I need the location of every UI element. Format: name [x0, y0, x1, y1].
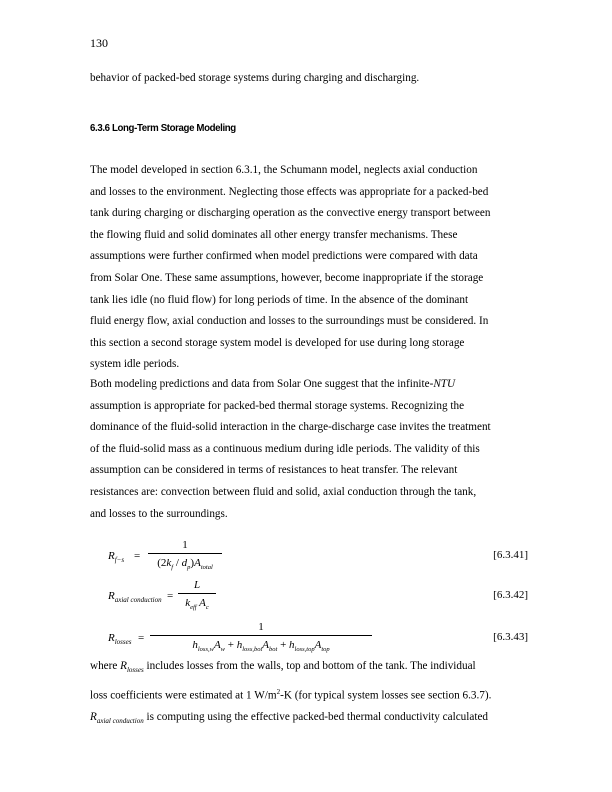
text-line: and losses to the surroundings. [90, 507, 228, 520]
text-line: tank lies idle (no fluid flow) for long periods of time. In the absence of the dominant [90, 293, 469, 306]
equation-lhs: $R_{f-s}$ [108, 550, 125, 565]
text-line: behavior of packed-bed storage systems during charging and discharging. [90, 72, 420, 84]
equation-6-3-42: $R_{axial conduction}$ = L $k_{eff}$ $A_c$ [6.3.42] [108, 579, 528, 612]
text-run: Both modeling predictions and data from Solar One suggest that the infinite- [90, 378, 434, 390]
equation-fraction: 1 $h_{loss,w}A_w + h_{loss,bot}A_{bot} + h_{loss,top}A_{top}$ [150, 620, 372, 652]
text-line: system idle periods. [90, 358, 180, 371]
text-line: this section a second storage system model is developed for use during long storage [90, 336, 465, 349]
page-number: 130 [90, 36, 108, 50]
text-line: assumptions were further confirmed when model predictions were compared with data [90, 250, 478, 263]
equation-6-3-43: $R_{losses}$ = 1 $h_{loss,w}A_w + h_{loss,bot}A_{bot} + h_{loss,top}A_{top}$ [6.3.43] [108, 621, 528, 654]
equation-number: [6.3.42] [493, 589, 528, 601]
text-line: assumption can be considered in terms of resistances to heat transfer. The relevant [90, 464, 458, 477]
text-line: $R_{axial conduction}$ is computing using the effective packed-bed thermal conductivity calculated [90, 711, 489, 726]
text-line: where $R_{losses}$ includes losses from the walls, top and bottom of the tank. The individual [90, 660, 476, 675]
equation-fraction: L $k_{eff}$ $A_c$ [178, 578, 216, 610]
equation-number: [6.3.43] [493, 631, 528, 643]
equation-number: [6.3.41] [493, 549, 528, 561]
closing-paragraph [90, 656, 526, 733]
equation-lhs: $R_{losses}$ [108, 632, 132, 647]
equation-lhs: $R_{axial conduction}$ [108, 590, 162, 605]
paragraph-2 [90, 374, 526, 525]
ntu-term: NTU [433, 378, 456, 390]
text-line: The model developed in section 6.3.1, the Schumann model, neglects axial conduction [90, 164, 478, 176]
text-line: loss coefficients were estimated at 1 $W/m^2-K$ (for typical system losses see section 6.3.7). [90, 687, 492, 702]
equation-fraction: 1 $(2k_f / d_p)A_{total}$ [148, 538, 222, 570]
paragraph-1 [90, 160, 526, 376]
equation-6-3-41: $R_{f-s}$ = 1 $(2k_f / d_p)A_{total}$ [6.3.41] [108, 539, 528, 572]
text-line: from Solar One. These same assumptions, however, become inappropriate if the storage [90, 271, 484, 284]
intro-paragraph [90, 68, 526, 90]
text-line: assumption is appropriate for packed-bed thermal storage systems. Recognizing the [90, 399, 465, 412]
text-line: dominance of the fluid-solid interaction in the charge-discharge case invites the treatment [90, 421, 491, 434]
text-line: and losses to the environment. Neglecting those effects was appropriate for a packed-bed [90, 185, 489, 198]
text-line [90, 374, 526, 396]
text-line: tank during charging or discharging operation as the convective energy transport between [90, 207, 491, 220]
text-line: fluid energy flow, axial conduction and losses to the surroundings must be considered. In [90, 315, 489, 328]
text-line: the flowing fluid and solid dominates all other energy transfer mechanisms. These [90, 228, 458, 241]
text-line: of the fluid-solid mass as a continuous medium during idle periods. The validity of this [90, 442, 480, 455]
section-heading: 6.3.6 Long-Term Storage Modeling [90, 122, 236, 134]
text-line: resistances are: convection between fluid and solid, axial conduction through the tank, [90, 485, 477, 498]
